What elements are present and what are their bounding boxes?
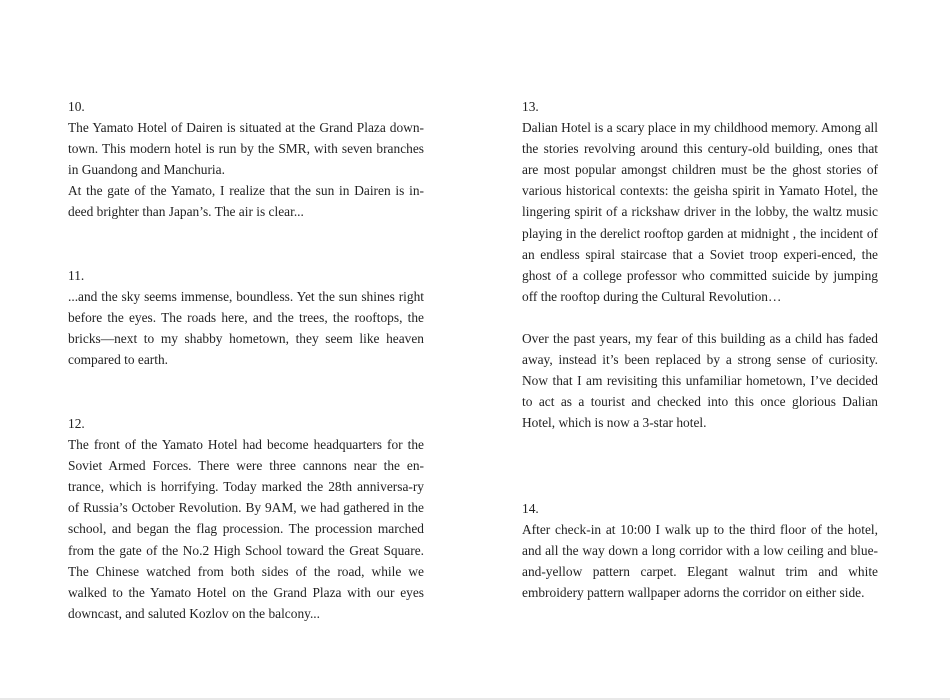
section-number: 12. xyxy=(68,416,85,431)
section-number: 13. xyxy=(522,99,539,114)
paragraph: The front of the Yamato Hotel had become headquarters for the Soviet Armed Forces. There were three cannons near the en-trance, which is horrifying. Today marked the 28th anniversa-ry of Russia’s October Revolution. By 9AM, we had gathered in the school, and began the flag procession. The procession marched from the gate of the No.2 High School toward the Great Square. The Chinese watched from both sides of the road, while we walked to the Yamato Hotel on the Grand Plaza with our eyes downcast, and saluted Kozlov on the balcony... xyxy=(68,437,424,621)
section-number: 14. xyxy=(522,501,539,516)
paragraph: The Yamato Hotel of Dairen is situated at the Grand Plaza down-town. This modern hotel is run by the SMR, with seven branches in Guandong and Manchuria. xyxy=(68,120,424,178)
section-number: 10. xyxy=(68,99,85,114)
section-10 xyxy=(68,96,424,223)
paragraph: Over the past years, my fear of this building as a child has faded away, instead it’s been replaced by a strong sense of curiosity. Now that I am revisiting this unfamiliar hometown, I’ve decided to act as a tourist and checked into this once glorious Dalian Hotel, which is now a 3-star hotel. xyxy=(522,330,878,431)
paragraph: ...and the sky seems immense, boundless. Yet the sun shines right before the eyes. The roads here, and the trees, the rooftops, the bricks—next to my shabby hometown, they seem like heaven compared to earth. xyxy=(68,289,424,368)
section-13 xyxy=(522,96,878,433)
section-11 xyxy=(68,265,424,370)
section-12 xyxy=(68,413,424,624)
section-number: 11. xyxy=(68,268,85,283)
paragraph: At the gate of the Yamato, I realize that the sun in Dairen is in-deed brighter than Japan’s. The air is clear... xyxy=(68,183,424,220)
paragraph: After check-in at 10:00 I walk up to the third floor of the hotel, and all the way down a long corridor with a low ceiling and blue-and-yellow pattern carpet. Elegant walnut trim and white embroidery pattern wallpaper adorns the corridor on either side. xyxy=(522,522,878,601)
paragraph: Dalian Hotel is a scary place in my childhood memory. Among all the stories revolving around this century-old building, ones that are most popular amongst children must be the ghost stories of various historical contexts: the geisha spirit in Yamato Hotel, the lingering spirit of a rickshaw driver in the lobby, the waltz music playing in the derelict rooftop garden at midnight , the incident of an endless spiral staircase that a Soviet troop experi-enced, the ghost of a college professor who committed suicide by jumping off the rooftop during the Cultural Revolution… xyxy=(522,120,878,304)
section-14 xyxy=(522,498,878,603)
